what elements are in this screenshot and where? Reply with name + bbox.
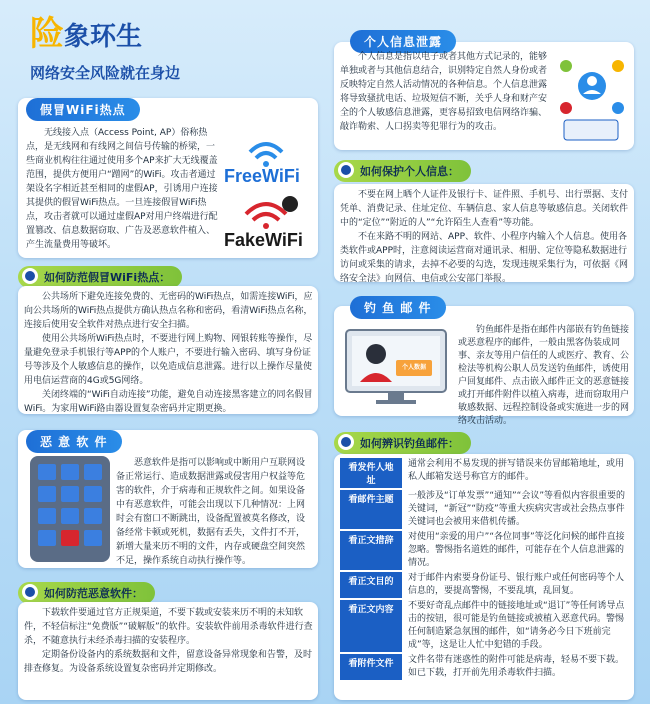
user-network-icon	[556, 56, 628, 146]
phishing-section-head: 钓 鱼 邮 件	[350, 296, 446, 319]
check-text: 一般涉及“订单发票”“通知”“会议”等看似内容很重要的关键词，“新冠”“防疫”等重大疾病灾害或社会热点事件关键词也会被用来借机传播。	[408, 491, 625, 527]
check-row	[340, 490, 630, 529]
free-wifi-label: FreeWiFi	[224, 166, 300, 186]
app-grid-icon	[36, 462, 104, 556]
bullet-icon	[22, 584, 38, 600]
check-tag: 看邮件主题	[340, 490, 402, 529]
page-subtitle: 网络安全风险就在身边	[30, 64, 181, 82]
wifi-guard-p3: 关闭终端的“WiFi自动连接”功能，避免自动连接黑客建立的同名假冒WiFi。为家用WiFi路由器设置复杂密码并定期更换。	[24, 390, 313, 414]
check-text: 不要好奇乱点邮件中的链接地址或“退订”等任何诱导点击的按钮，很可能是钓鱼链接或被植入恶意代码。警惕任何制造紧急氛围的邮件，如“请务必今日下班前完成”等，这是让人忙中犯错的手段。	[408, 601, 625, 650]
malware-section-head: 恶 意 软 件	[26, 430, 122, 453]
check-text: 对使用“亲爱的用户”“各位同事”等泛化问候的邮件直接忽略。警惕指名道姓的邮件，可能存在个人信息泄露的情况。	[408, 532, 625, 568]
phishing-illustration	[340, 326, 452, 410]
phishing-guard-head	[334, 432, 471, 454]
malware-guard-p1: 下载软件要通过官方正规渠道，不要下载或安装来历不明的未知软件，不轻信标注“免费版”“破解版”的软件。安装软件前用杀毒软件进行查杀，不随意执行未经杀毒扫描的安装程序。	[24, 608, 313, 646]
phishing-checklist	[340, 458, 630, 682]
check-tag: 看正文目的	[340, 572, 402, 598]
bullet-icon	[338, 162, 354, 178]
check-text: 通常会利用不易发现的拼写错误来仿冒邮箱地址，或用私人邮箱发送号称官方的邮件。	[408, 459, 625, 482]
malware-guard-text	[24, 606, 314, 676]
phishing-body: 钓鱼邮件是指在邮件内部嵌有钓鱼链接或恶意程序的邮件，一般由黑客伪装成同事、亲友等用户信任的人或医疗、教育、公检法等机构公职人员发送钓鱼邮件，诱使用户回复邮件、点击嵌入邮件正文的恶意链接或打开邮件附件以植入病毒，进而窃取用户敏感数据、远程控制设备或实施进一步的网络攻击活动。	[458, 325, 630, 426]
wifi-guard-text	[24, 290, 314, 416]
phishing-guard-head-text: 如何辨识钓鱼邮件：	[360, 437, 459, 450]
bullet-icon	[22, 268, 38, 284]
wifi-illustration	[220, 122, 312, 252]
phone-grid-illustration	[30, 456, 110, 562]
privacy-body: 个人信息是指以电子或者其他方式记录的，能够单独或者与其他信息结合，识别特定自然人身份或者反映特定自然人活动情况的各种信息。个人信息泄露将导致骚扰电话、垃圾短信不断，关乎人身和财产安全的个人敏感信息泄露，更容易招致电信网络诈骗、敲诈勒索、人口拐卖等犯罪行为的攻击。	[340, 52, 548, 132]
privacy-guard-p2: 不在来路不明的网站、APP、软件、小程序内输入个人信息。使用各类软件或APP时，注意阅读运营商对通讯录、相册、定位等隐私数据进行访问或采集的请求，去掉不必要的勾选，发现违规采集行为，可依据《网络安全法》向网信、电信或公安部门举报。	[340, 232, 629, 284]
title-rest: 象环生	[64, 22, 143, 52]
privacy-section-head: 个人信息泄露	[350, 30, 456, 53]
privacy-guard-p1: 不要在网上晒个人证件及银行卡、证件照、手机号、出行票据、支付凭单、消费记录、住址定位、车辆信息、家人信息等敏感信息。关闭软件中的“定位”“附近的人”“允许陌生人查看”等功能。	[340, 190, 629, 228]
check-row	[340, 654, 630, 680]
wifi-guard-head-text: 如何防范假冒WiFi热点：	[44, 271, 171, 284]
check-row	[340, 572, 630, 598]
check-tag: 看附件文件	[340, 654, 402, 680]
wifi-guard-p2: 使用公共场所WiFi热点时，不要进行网上购物、网银转账等操作，尽量避免登录手机银行等APP的个人账户，不要进行输入密码、填写身份证号等涉及个人敏感信息的操作，以免造成信息泄露。进行以上操作尽量使用电信运营商的4G或5G网络。	[24, 334, 313, 386]
wifi-section-head: 假冒WiFi热点	[26, 98, 140, 121]
privacy-guard-text	[340, 188, 630, 286]
check-row	[340, 458, 630, 488]
malware-guard-p2: 定期备份设备内的系统数据和文件，留意设备异常现象和告警，及时排查修复。为设备系统设置复杂密码并定期修改。	[24, 650, 313, 674]
personal-data-banner: 个人数据	[401, 364, 426, 371]
malware-body: 恶意软件是指可以影响或中断用户互联网设备正常运行、造成数据泄露或侵害用户权益等危害的软件，介于病毒和正规软件之间。如果设备中有恶意软件，可能会出现以下几种情况：上网时会有窗口不断跳出，设备配置被莫名修改，设备经常卡顿或死机，数据有丢失，文件打不开，新增大量来历不明的文件，内存或硬盘空间突然不足，操作系统自动执行操作等。	[116, 458, 306, 566]
check-tag: 看发件人地址	[340, 458, 402, 488]
check-row	[340, 531, 630, 570]
check-tag: 看正文措辞	[340, 531, 402, 570]
title-first-char: 险	[30, 14, 64, 54]
privacy-illustration	[556, 56, 628, 146]
privacy-guard-head-text: 如何保护个人信息：	[360, 165, 459, 178]
privacy-guard-head	[334, 160, 471, 182]
malware-guard-head-text: 如何防范恶意软件：	[44, 587, 143, 600]
bullet-icon	[338, 434, 354, 450]
fake-wifi-label: FakeWiFi	[224, 230, 303, 250]
page-title	[30, 6, 142, 55]
check-tag: 看正文内容	[340, 600, 402, 652]
wifi-guard-head	[18, 266, 182, 288]
wifi-guard-p1: 公共场所下避免连接免费的、无密码的WiFi热点，如需连接WiFi，应向公共场所的WiFi热点提供方确认热点名称和密码，看清WiFi热点名称，连接后使用安全软件对热点进行安全扫描。	[24, 292, 313, 330]
check-text: 文件名带有迷惑性的附件可能是病毒，轻易不要下载。如已下载，打开前先用杀毒软件扫描。	[408, 655, 625, 678]
wifi-body: 无线接入点（Access Point, AP）俗称热点，是无线网和有线网之间信号传输的桥梁，一些商业机构往往通过使用多个AP来扩大无线覆盖范围，提供方便用户“蹭网”的WiFi。攻击者通过架设名字相近甚至相同的虚假AP，引诱用户连接其提供的假冒WiFi热点。一旦连接假冒WiFi热点，攻击者就可以通过虚假AP对用户终端进行配置篡改、信息数据窃取、广告及恶意软件植入、产生流量费用等破坏。	[26, 128, 218, 250]
malware-guard-head	[18, 582, 155, 604]
check-row	[340, 600, 630, 652]
check-text: 对于邮件内索要身份证号、银行账户或任何密码等个人信息的，要提高警惕，不要乱填，乱回复。	[408, 573, 625, 596]
